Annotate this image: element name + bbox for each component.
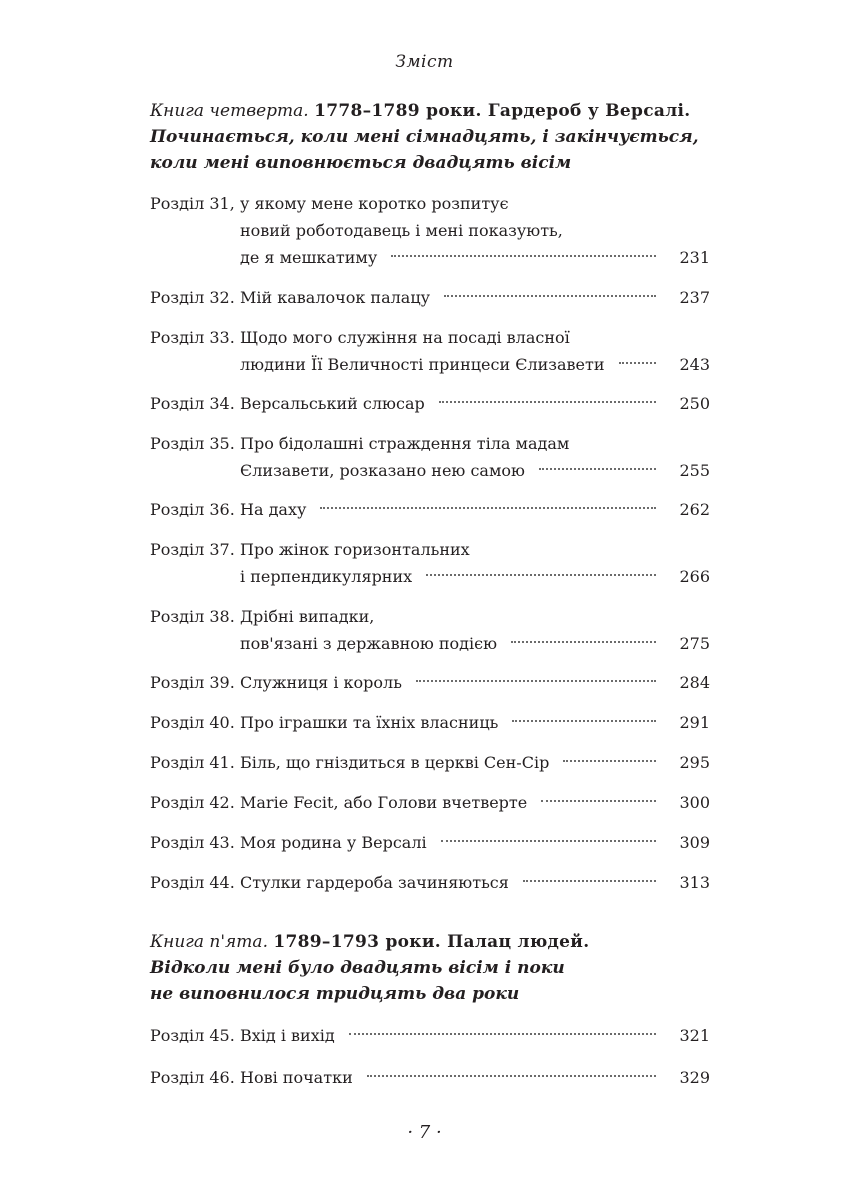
chapter-title xyxy=(240,536,710,590)
chapter-title-line: Мій кавалочок палацу xyxy=(240,288,431,307)
chapter-title-last-line xyxy=(240,351,710,378)
chapter-title-line: і перпендикулярних xyxy=(240,567,413,586)
toc-entry[interactable] xyxy=(150,749,710,776)
page-number: 262 xyxy=(679,500,710,519)
book-label: Книга п'ята. xyxy=(150,932,268,952)
dot-leader xyxy=(511,641,656,643)
chapter-title-line: пов'язані з державною подією xyxy=(240,634,498,653)
toc-entry[interactable] xyxy=(150,829,710,856)
chapter-title xyxy=(240,324,710,378)
dot-leader xyxy=(439,401,656,403)
toc-entry[interactable] xyxy=(150,390,710,417)
chapter-number: Розділ 31, xyxy=(150,194,235,213)
chapter-number: Розділ 41. xyxy=(150,753,235,772)
dot-leader xyxy=(444,295,656,297)
page-number: 243 xyxy=(679,355,710,374)
toc-entry[interactable] xyxy=(150,496,710,523)
chapter-number: Розділ 43. xyxy=(150,833,235,852)
chapter-title xyxy=(240,190,710,271)
dot-leader xyxy=(426,574,656,576)
chapter-title xyxy=(240,709,710,736)
book-title: 1778–1789 роки. Гардероб у Версалі. xyxy=(314,101,691,121)
chapter-title-last-line xyxy=(240,709,710,736)
dot-leader xyxy=(391,255,656,257)
toc-entry[interactable] xyxy=(150,1022,710,1049)
chapter-number: Розділ 34. xyxy=(150,394,235,413)
chapter-title xyxy=(240,1064,710,1091)
page-number: 237 xyxy=(679,288,710,307)
toc-entry[interactable] xyxy=(150,669,710,696)
toc-entry[interactable] xyxy=(150,324,710,378)
book-label: Книга четверта. xyxy=(150,101,309,121)
page-number: 266 xyxy=(679,567,710,586)
chapter-title xyxy=(240,829,710,856)
book-title-line xyxy=(150,98,710,124)
page-number: 284 xyxy=(679,673,710,692)
toc-entry[interactable] xyxy=(150,603,710,657)
toc-entry[interactable] xyxy=(150,709,710,736)
chapter-number: Розділ 40. xyxy=(150,713,235,732)
page-number: 300 xyxy=(679,793,710,812)
chapter-title-last-line xyxy=(240,284,710,311)
chapter-title-last-line xyxy=(240,669,710,696)
page-number: 321 xyxy=(679,1026,710,1045)
chapter-title xyxy=(240,1022,710,1049)
chapter-number: Розділ 46. xyxy=(150,1068,235,1087)
dot-leader xyxy=(563,760,656,762)
chapter-title-line: Щодо мого служіння на посаді власної xyxy=(240,328,570,347)
chapter-title-line: Про іграшки та їхніх власниць xyxy=(240,713,499,732)
chapter-title-line: Про бідолашні страждення тіла мадам xyxy=(240,434,570,453)
dot-leader xyxy=(441,840,656,842)
chapter-title-line: де я мешкатиму xyxy=(240,248,378,267)
chapter-title-line: Стулки гардероба зачиняються xyxy=(240,873,509,892)
toc-entry[interactable] xyxy=(150,789,710,816)
chapter-title-last-line xyxy=(240,390,710,417)
chapter-title-line: Нові початки xyxy=(240,1068,353,1087)
chapter-title-last-line xyxy=(240,869,710,896)
chapter-title xyxy=(240,603,710,657)
chapter-title xyxy=(240,390,710,417)
toc-entry[interactable] xyxy=(150,284,710,311)
book-title-line xyxy=(150,929,710,955)
chapter-number: Розділ 36. xyxy=(150,500,235,519)
chapter-title-line: Вхід і вихід xyxy=(240,1026,335,1045)
book-heading-five xyxy=(150,929,710,1007)
chapter-title-line: На даху xyxy=(240,500,307,519)
chapter-title-last-line xyxy=(240,1022,710,1049)
chapter-title xyxy=(240,496,710,523)
chapter-title-last-line xyxy=(240,630,710,657)
book-subtitle: коли мені виповнюється двадцять вісім xyxy=(150,153,572,173)
chapter-title-line: Про жінок горизонтальних xyxy=(240,540,470,559)
chapter-title-line: Marie Fecit, або Голови вчетверте xyxy=(240,793,528,812)
chapter-title-last-line xyxy=(240,244,710,271)
chapter-number: Розділ 37. xyxy=(150,540,235,559)
chapter-title xyxy=(240,284,710,311)
chapter-title xyxy=(240,869,710,896)
chapter-title-line: Версальський слюсар xyxy=(240,394,425,413)
chapter-title-line: Біль, що гніздиться в церкві Сен-Сір xyxy=(240,753,550,772)
toc-entry[interactable] xyxy=(150,1064,710,1091)
chapter-title-line: людини Її Величності принцеси Єлизавети xyxy=(240,355,605,374)
chapter-number: Розділ 32. xyxy=(150,288,235,307)
chapter-title xyxy=(240,430,710,484)
dot-leader xyxy=(523,880,656,882)
chapter-number: Розділ 45. xyxy=(150,1026,235,1045)
dot-leader xyxy=(541,800,656,802)
dot-leader xyxy=(416,680,656,682)
dot-leader xyxy=(619,362,656,364)
book-subtitle: не виповнилося тридцять два роки xyxy=(150,984,520,1004)
page-number: 231 xyxy=(679,248,710,267)
chapter-title-line: Єлизавети, розказано нею самою xyxy=(240,461,525,480)
chapter-title-last-line xyxy=(240,496,710,523)
toc-entry[interactable] xyxy=(150,536,710,590)
chapter-number: Розділ 42. xyxy=(150,793,235,812)
running-head: Зміст xyxy=(395,52,454,72)
chapter-title xyxy=(240,789,710,816)
page-number: 329 xyxy=(679,1068,710,1087)
chapter-title-line: новий роботодавець і мені показують, xyxy=(240,221,563,240)
chapter-number: Розділ 39. xyxy=(150,673,235,692)
book-subtitle: Відколи мені було двадцять вісім і поки xyxy=(150,958,565,978)
dot-leader xyxy=(349,1033,656,1035)
page-number: 255 xyxy=(679,461,710,480)
chapter-number: Розділ 44. xyxy=(150,873,235,892)
dot-leader xyxy=(512,720,656,722)
page-number: 250 xyxy=(679,394,710,413)
book-title: 1789–1793 роки. Палац людей. xyxy=(273,932,590,952)
dot-leader xyxy=(320,507,656,509)
chapter-number: Розділ 35. xyxy=(150,434,235,453)
chapter-title-last-line xyxy=(240,829,710,856)
page-number: 309 xyxy=(679,833,710,852)
chapter-title-last-line xyxy=(240,789,710,816)
chapter-number: Розділ 38. xyxy=(150,607,235,626)
page-number: 313 xyxy=(679,873,710,892)
chapter-title-line: у якому мене коротко розпитує xyxy=(240,194,509,213)
toc-entry[interactable] xyxy=(150,430,710,484)
dot-leader xyxy=(539,468,656,470)
chapter-title-line: Служниця і король xyxy=(240,673,402,692)
page-number: 275 xyxy=(679,634,710,653)
book-subtitle: Починається, коли мені сімнадцять, і закінчується, xyxy=(150,127,699,147)
chapter-title-last-line xyxy=(240,563,710,590)
page-number: 295 xyxy=(679,753,710,772)
page-folio: · 7 · xyxy=(407,1122,442,1143)
chapter-title-last-line xyxy=(240,749,710,776)
dot-leader xyxy=(367,1075,656,1077)
chapter-title xyxy=(240,669,710,696)
chapter-title-last-line xyxy=(240,1064,710,1091)
chapter-title xyxy=(240,749,710,776)
chapter-title-line: Моя родина у Версалі xyxy=(240,833,427,852)
toc-entry[interactable] xyxy=(150,869,710,896)
toc-entry[interactable] xyxy=(150,190,710,271)
chapter-title-line: Дрібні випадки, xyxy=(240,607,375,626)
chapter-title-last-line xyxy=(240,457,710,484)
book-heading-four xyxy=(150,98,710,176)
page-number: 291 xyxy=(679,713,710,732)
chapter-number: Розділ 33. xyxy=(150,328,235,347)
